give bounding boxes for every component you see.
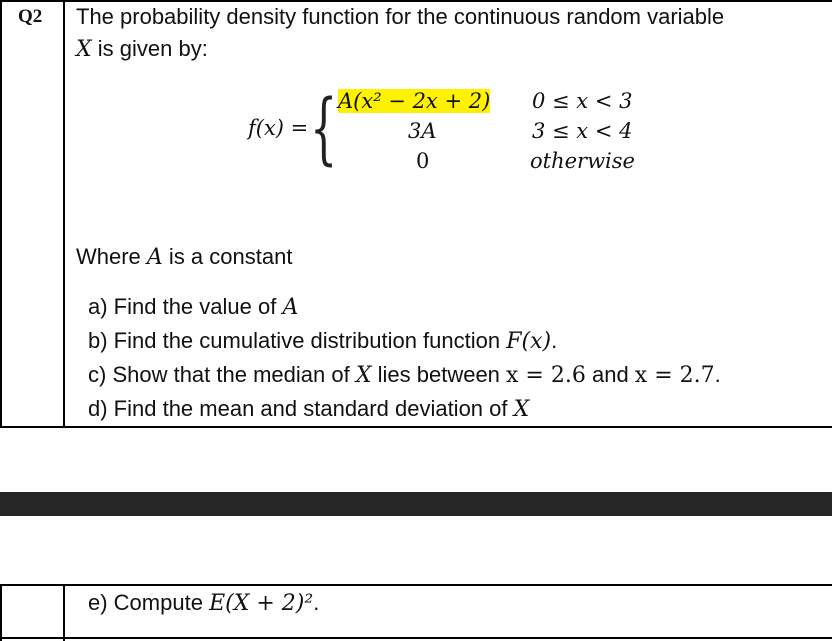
- table-bottom-border: [0, 426, 832, 428]
- intro-line-2: X is given by:: [76, 36, 208, 62]
- part-d: d) Find the mean and standard deviation of X: [88, 396, 530, 422]
- piece-3-condition: otherwise: [530, 149, 635, 173]
- piece-1-condition: 0 ≤ x < 3: [532, 89, 633, 113]
- piece-2-condition: 3 ≤ x < 4: [532, 119, 633, 143]
- page-break-bar: [0, 492, 832, 516]
- table2-top-border: [0, 584, 832, 586]
- piece-2-expr: 3A: [408, 119, 437, 143]
- intro-line-1: The probability density function for the continuous random variable: [76, 4, 725, 29]
- part-a: a) Find the value of A: [88, 294, 299, 320]
- piece-3-expr: 0: [416, 149, 430, 173]
- table2-bottom-border: [0, 637, 832, 639]
- variable-x: X: [76, 37, 92, 62]
- question-number: Q2: [18, 6, 43, 27]
- brace-glyph: {: [310, 84, 338, 174]
- function-label: f(x) =: [248, 116, 309, 140]
- part-b: b) Find the cumulative distribution function F(x).: [88, 328, 558, 354]
- table2-column-divider: [63, 584, 65, 641]
- table2-left-border: [0, 584, 2, 641]
- part-e: e) Compute E(X + 2)².: [88, 590, 320, 616]
- part-c: c) Show that the median of X lies between x = 2.6 and x = 2.7.: [88, 362, 721, 388]
- table-left-border: [0, 0, 2, 428]
- where-line: Where A is a constant: [76, 244, 293, 270]
- column-divider: [63, 0, 65, 428]
- piece-1-expr: A(x² − 2x + 2): [338, 89, 491, 113]
